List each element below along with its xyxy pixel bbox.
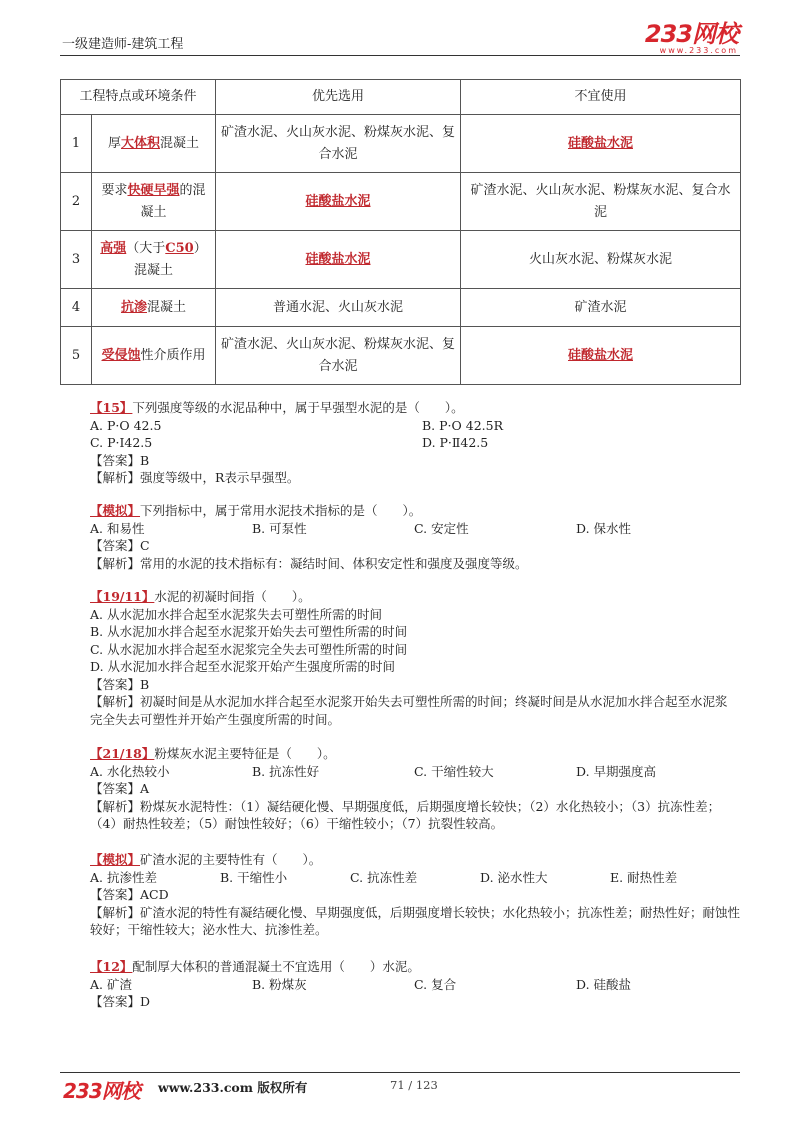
analysis: 【解析】常用的水泥的技术指标有：凝结时间、体积安定性和强度及强度等级。 (90, 555, 528, 571)
question-block (90, 502, 740, 572)
row-number: 2 (61, 173, 92, 231)
answer: 【答案】ACD (90, 887, 169, 902)
option: E. 耐热性差 (610, 869, 678, 885)
avoid-cement: 矿渣水泥 (574, 299, 627, 315)
keyword-highlight: 受侵蚀 (101, 347, 141, 363)
condition-cell (92, 231, 216, 289)
option: B. 粉煤灰 (252, 976, 307, 992)
condition-cell (92, 289, 216, 327)
answer: 【答案】B (90, 452, 150, 468)
keyword-highlight: 抗渗 (120, 299, 147, 315)
avoid-cement: 硅酸盐水泥 (567, 347, 633, 363)
page-number: 71 / 123 (390, 1078, 438, 1092)
question-tag[interactable]: 【模拟】 (90, 503, 141, 518)
question-tag[interactable]: 【19/11】 (90, 589, 155, 604)
avoid-cell (461, 115, 741, 173)
question-block (90, 958, 740, 1011)
preferred-cell (216, 173, 461, 231)
condition-text: 的混凝土 (140, 182, 206, 220)
option: A. 从水泥加水拌合起至水泥浆失去可塑性所需的时间 (90, 606, 382, 622)
table-header-row (61, 80, 741, 115)
option: B. P·O 42.5R (422, 417, 503, 433)
preferred-cement: 硅酸盐水泥 (305, 251, 371, 267)
table-row (61, 327, 741, 385)
analysis: 初凝时间是从水泥加水拌合起至水泥浆开始失去可塑性所需的时间；终凝时间是从水泥加水拌合起至水泥浆完全失去可塑性并开始产生强度所需的时间。 (90, 694, 728, 727)
question-stem: 下列强度等级的水泥品种中，属于早强型水泥的是（ ）。 (132, 400, 464, 415)
avoid-cell (461, 231, 741, 289)
analysis: 【解析】粉煤灰水泥特性：（1）凝结硬化慢、早期强度低，后期强度增长较快；（2）水化热较小；（3）抗冻性差；（4）耐热性较差；（5）耐蚀性较好；（6）干缩性较小；（7）抗裂性较高。 (90, 798, 721, 831)
option: A. 水化热较小 (90, 763, 170, 779)
condition-text: 厚 (107, 135, 121, 151)
option: C. 复合 (414, 976, 457, 992)
table-row (61, 231, 741, 289)
option: C. 干缩性较大 (414, 763, 494, 779)
answer: 【答案】D (90, 994, 151, 1009)
avoid-cell (461, 289, 741, 327)
preferred-cement: 矿渣水泥、火山灰水泥、粉煤灰水泥、复合水泥 (220, 124, 455, 162)
header-avoid: 不宜使用 (461, 80, 741, 115)
avoid-cement: 火山灰水泥、粉煤灰水泥 (528, 251, 672, 267)
question-stem: 水泥的初凝时间指（ ）。 (154, 589, 311, 604)
row-number: 1 (61, 115, 92, 173)
option: A. 抗渗性差 (90, 869, 157, 885)
question-tag[interactable]: 【模拟】 (90, 852, 141, 867)
option: A. 和易性 (90, 520, 145, 536)
question-tag[interactable]: 【12】 (90, 959, 133, 974)
preferred-cell (216, 115, 461, 173)
option: D. 硅酸盐 (576, 976, 632, 992)
option: D. 保水性 (576, 520, 632, 536)
preferred-cement: 矿渣水泥、火山灰水泥、粉煤灰水泥、复合水泥 (220, 336, 455, 374)
row-number: 3 (61, 231, 92, 289)
avoid-cell (461, 327, 741, 385)
question-block (90, 588, 740, 728)
condition-text: （大于 (126, 240, 166, 256)
header-divider (60, 55, 740, 56)
question-tag[interactable]: 【15】 (90, 400, 133, 415)
row-number: 4 (61, 289, 92, 327)
question-stem: 配制厚大体积的普通混凝土不宜选用（ ）水泥。 (132, 959, 420, 974)
condition-text: 要求 (101, 182, 128, 198)
question-tag[interactable]: 【21/18】 (90, 746, 155, 761)
avoid-cement: 矿渣水泥、火山灰水泥、粉煤灰水泥、复合水泥 (470, 182, 731, 220)
table-row (61, 173, 741, 231)
option: B. 可泵性 (252, 520, 307, 536)
option: D. 早期强度高 (576, 763, 657, 779)
question-block (90, 851, 740, 939)
option: C. 抗冻性差 (350, 869, 418, 885)
condition-cell (92, 115, 216, 173)
preferred-cell (216, 289, 461, 327)
preferred-cement: 普通水泥、火山灰水泥 (272, 299, 403, 315)
answer: 【答案】C (90, 538, 150, 553)
answer: 【答案】A (90, 781, 150, 796)
row-number: 5 (61, 327, 92, 385)
keyword-highlight: 快硬早强 (127, 182, 180, 198)
avoid-cell (461, 173, 741, 231)
logo-url: www.233.com (659, 46, 738, 55)
option: D. 从水泥加水拌合起至水泥浆开始产生强度所需的时间 (90, 659, 396, 674)
option: C. 安定性 (414, 520, 469, 536)
condition-cell (92, 173, 216, 231)
option: D. 泌水性大 (480, 869, 548, 885)
brand-logo (645, 22, 738, 55)
logo-text: 233网校 (644, 20, 738, 48)
condition-text: 混凝土 (147, 299, 187, 315)
footer-divider (60, 1072, 740, 1073)
option: B. 抗冻性好 (252, 763, 320, 779)
avoid-cement: 硅酸盐水泥 (567, 135, 633, 151)
preferred-cell (216, 327, 461, 385)
option: C. 从水泥加水拌合起至水泥浆完全失去可塑性所需的时间 (90, 641, 408, 657)
option: D. P·Ⅱ42.5 (422, 435, 489, 450)
analysis: 【解析】强度等级中，R表示早强型。 (90, 470, 300, 485)
preferred-cell (216, 231, 461, 289)
question-stem: 下列指标中，属于常用水泥技术指标的是（ ）。 (140, 503, 422, 518)
option: A. 矿渣 (90, 976, 132, 992)
table-row (61, 289, 741, 327)
analysis: 【解析】矿渣水泥的特性有凝结硬化慢、早期强度低，后期强度增长较快；水化热较小；抗冻性差；耐热性好；耐蚀性较好；干缩性较大；泌水性大、抗渗性差。 (90, 904, 741, 937)
cement-selection-table (60, 79, 741, 385)
answer: 【答案】B (90, 676, 150, 692)
table-row (61, 115, 741, 173)
option: B. 干缩性小 (220, 869, 288, 885)
question-block (90, 399, 740, 487)
condition-cell (92, 327, 216, 385)
option: B. 从水泥加水拌合起至水泥浆开始失去可塑性所需的时间 (90, 624, 408, 639)
question-stem: 粉煤灰水泥主要特征是（ ）。 (154, 746, 336, 761)
document-title: 一级建造师-建筑工程 (62, 37, 184, 52)
question-block (90, 745, 740, 833)
keyword-highlight: 高强 (100, 240, 127, 256)
condition-text: 性介质作用 (140, 347, 206, 363)
footer-logo: 233网校 (63, 1079, 140, 1103)
footer-copyright[interactable]: www.233.com 版权所有 (158, 1080, 308, 1095)
preferred-cement: 硅酸盐水泥 (305, 193, 371, 209)
condition-text: 混凝土 (160, 135, 200, 151)
keyword-highlight: 大体积 (120, 135, 160, 151)
header-condition: 工程特点或环境条件 (61, 80, 216, 115)
header-preferred: 优先选用 (216, 80, 461, 115)
analysis-block: 【解析】初凝时间是从水泥加水拌合起至水泥浆开始失去可塑性所需的时间；终凝时间是从水泥加水拌合起至水泥浆完全失去可塑性并开始产生强度所需的时间。 (90, 694, 728, 727)
option: A. P·O 42.5 (90, 417, 162, 433)
condition-text: ）混凝土 (133, 240, 207, 278)
keyword-highlight: C50 (165, 240, 194, 256)
option: C. P·Ⅰ42.5 (90, 435, 153, 450)
question-stem: 矿渣水泥的主要特性有（ ）。 (140, 852, 322, 867)
